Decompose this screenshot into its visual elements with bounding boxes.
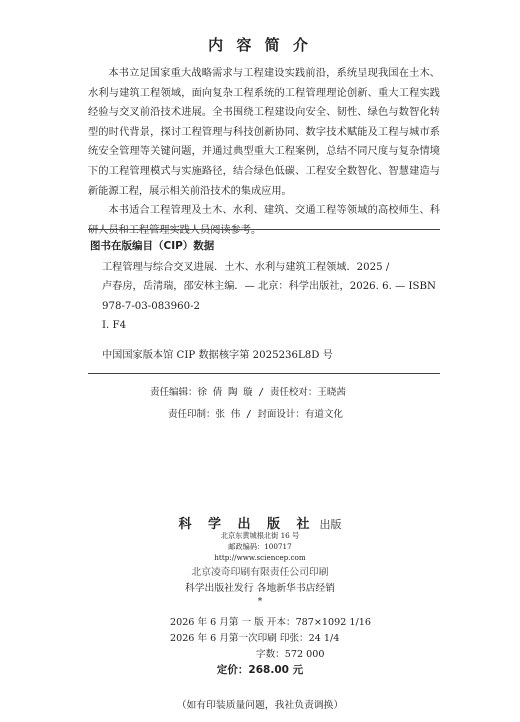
- distribution-line: 科学出版社发行 各地新华书店经销: [184, 583, 336, 594]
- publisher-suffix: 出版: [319, 518, 342, 531]
- printing-line: 2026 年 6 月第一次印刷 印张：24 1/4: [170, 633, 340, 644]
- cip-line: 978-7-03-083960-2: [102, 300, 201, 312]
- publisher-address: 北京东黄城根北街 16 号: [220, 531, 300, 540]
- content-intro-title: 内 容 简 介: [208, 36, 312, 54]
- divider-top: [88, 229, 440, 230]
- printer-line: 北京凌奇印刷有限责任公司印刷: [191, 567, 329, 578]
- credits-print-line: 责任印制：张 伟 / 封面设计：有道文化: [168, 409, 343, 420]
- cip-line: 卢春房，岳清瑞，邵安林主编．— 北京：科学出版社，2026. 6. — ISBN: [102, 281, 436, 293]
- cip-block: [88, 238, 440, 361]
- cip-line: 工程管理与综合交叉进展．土木、水利与建筑工程领域．2025 /: [102, 262, 390, 273]
- word-count: 字数：572 000: [256, 649, 325, 660]
- intro-paragraph: 本书立足国家重大战略需求与工程建设实践前沿，系统呈现我国在土木、水利与建筑工程领域，面向复杂工程系统的工程管理理论创新、重大工程实践经验与交叉前沿技术进展。全书围绕工程建设向安全、韧性、绿色与数智化转型的时代背景，探讨工程管理与科技创新协同、数字技术赋能及工程与城市系统安全管理等关键问题，并通过典型重大工程案例，总结不同尺度与复杂情境下的工程管理模式与实施路径，结合绿色低碳、工程安全数智化、智慧建造与新能源工程，展示相关前沿技术的集成应用。: [88, 68, 440, 197]
- content-intro: [88, 64, 440, 240]
- publisher-name: 科 学 出 版 社: [178, 517, 316, 532]
- publisher-website: http://www.sciencep.com: [214, 553, 306, 562]
- separator-star: *: [257, 597, 263, 607]
- divider-bottom: [88, 373, 440, 374]
- cip-verification: 中国国家版本馆 CIP 数据核字第 2025236L8D 号: [102, 349, 333, 361]
- credits-editor-line: 责任编辑：徐 倩 陶 璇 / 责任校对：王晓茜: [150, 387, 346, 398]
- edition-line: 2026 年 6 月第 一 版 开本：787×1092 1/16: [170, 617, 371, 628]
- quality-notice: （如有印装质量问题，我社负责调换）: [176, 700, 344, 711]
- cip-record: [102, 258, 440, 336]
- intro-paragraph: 本书适合工程管理及土木、水利、建筑、交通工程等领域的高校师生、科研人员和工程管理实践人员阅读参考。: [88, 205, 440, 236]
- publisher-postcode: 邮政编码：100717: [228, 542, 292, 551]
- publisher-name-line: [0, 513, 520, 532]
- price: 定价：268.00 元: [216, 664, 304, 676]
- cip-heading: 图书在版编目（CIP）数据: [90, 240, 215, 252]
- cip-line: Ⅰ. F4: [102, 320, 127, 332]
